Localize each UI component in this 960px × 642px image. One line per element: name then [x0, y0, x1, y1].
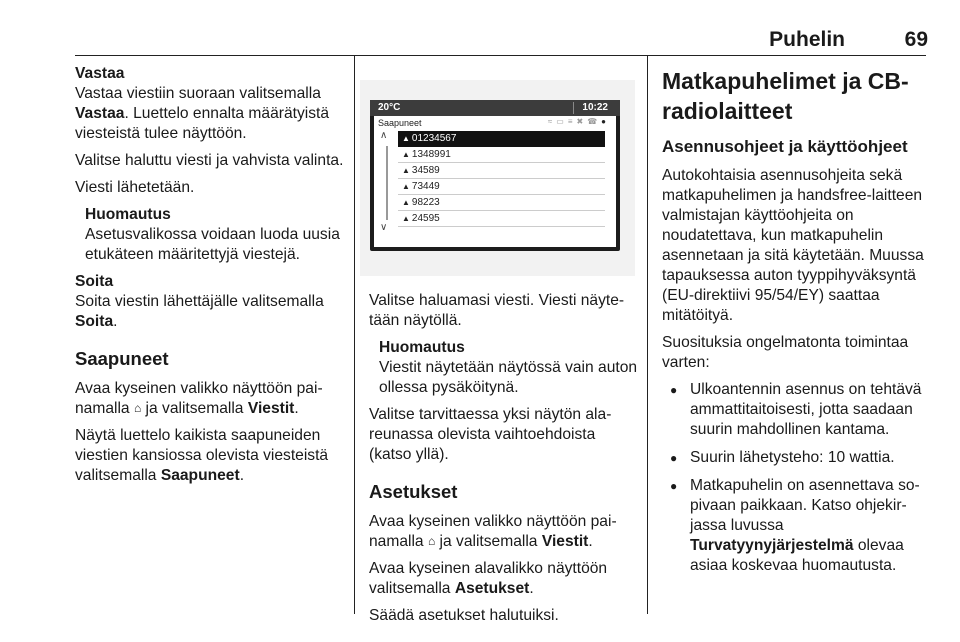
header-rule	[75, 55, 926, 56]
adjust-paragraph: Säädä asetukset halutuiksi.	[369, 607, 559, 624]
choose-paragraph: Valitse haluamasi viesti. Viesti näytetään näytöllä.	[369, 292, 625, 329]
note-heading-2: Huomautus	[379, 339, 465, 356]
contact-icon: ▲	[402, 150, 410, 159]
list-item: ● Matkapuhelin on asennettava sopivaan paikkaan. Katso ohjekirjassa luvussa Turvatyynyjärjestelmä olevaa asiaa koskevaa huomautusta.	[662, 476, 930, 576]
column-divider-1	[354, 56, 355, 614]
intro-paragraph: Autokohtaisia asennusohjeita sekä matkapuhelimen ja handsfree-laitteen valmistajan käyttöohjeita on noudatettava, kun matkapuhelin asennetaan ja sitä käytetään. Muussa tapauksessa auton tyyppihyväksyntä (EU-direktiivi 95/54/EY) saattaa mitätöityä.	[662, 167, 924, 324]
signal-icon: ≡	[567, 117, 577, 126]
clock: 10:22	[582, 102, 608, 113]
list-item[interactable]: ▲ 24595	[398, 211, 605, 227]
temperature: 20°C	[378, 102, 401, 113]
home-button-icon: ⌂	[427, 534, 436, 548]
column-2	[369, 291, 639, 633]
column-divider-2	[647, 56, 648, 614]
submenu-paragraph: Avaa kyseinen alavalikko näyttöön valitsemalla Asetukset.	[369, 560, 608, 597]
note-box	[85, 205, 345, 265]
vastaa-heading: Vastaa	[75, 65, 125, 82]
options-paragraph: Valitse tarvittaessa yksi näytön alareunassa olevista vaihtoehdoista (katso yllä).	[369, 406, 612, 463]
list-item[interactable]: ▲ 73449	[398, 179, 605, 195]
select-paragraph: Valitse haluttu viesti ja vahvista valinta.	[75, 152, 344, 169]
scrollbar[interactable]	[386, 146, 388, 220]
recommend-paragraph: Suosituksia ongelmatonta toimintaa varten:	[662, 334, 909, 371]
column-1	[75, 64, 345, 493]
display-screen	[370, 100, 620, 251]
bt-icon: ▭	[556, 117, 568, 126]
contact-icon: ▲	[402, 198, 410, 207]
list-item[interactable]: ▲ 34589	[398, 163, 605, 179]
column-3	[662, 64, 930, 584]
soita-heading: Soita	[75, 273, 114, 290]
list-item[interactable]: ▲ 01234567	[398, 131, 605, 147]
asetukset-heading: Asetukset	[369, 481, 458, 502]
section-subtitle: Asennusohjeet ja käyttöohjeet	[662, 137, 908, 156]
message-list	[398, 131, 605, 227]
infotainment-screen-figure	[360, 80, 635, 276]
chapter-title: Puhelin	[769, 28, 845, 51]
contact-icon: ▲	[402, 182, 410, 191]
contact-icon: ▲	[402, 166, 410, 175]
wifi-icon: ≈	[547, 117, 557, 126]
scroll-down-icon[interactable]: ∨	[380, 222, 388, 233]
inbox-title: Saapuneet	[378, 118, 422, 128]
saapuneet-paragraph: Avaa kyseinen valikko näyttöön painamalla ⌂ ja valitsemalla Viestit.	[75, 380, 323, 417]
saapuneet-heading: Saapuneet	[75, 348, 169, 369]
contact-icon: ▲	[402, 214, 410, 223]
list-item: ● Suurin lähetysteho: 10 wattia.	[662, 448, 930, 468]
page-header	[0, 0, 960, 56]
home-button-icon: ⌂	[133, 401, 142, 415]
inbox-panel	[374, 116, 616, 247]
note-heading: Huomautus	[85, 206, 171, 223]
list-paragraph: Näytä luettelo kaikista saapuneiden viestien kansiossa olevista viesteistä valitsemalla Saapuneet.	[75, 427, 329, 484]
mute-icon: ✖	[576, 117, 588, 126]
status-icons	[548, 117, 610, 126]
contact-icon: ▲	[402, 134, 410, 143]
vastaa-paragraph: Vastaa viestiin suoraan valitsemalla Vastaa. Luettelo ennalta määrätyistä viesteistä tulee näyttöön.	[75, 85, 330, 142]
phone-icon: ☎	[587, 117, 602, 126]
section-title: Matkapuhelimet ja CB-radiolaitteet	[662, 68, 909, 124]
sent-paragraph: Viesti lähetetään.	[75, 179, 195, 196]
asetukset-paragraph: Avaa kyseinen valikko näyttöön painamalla ⌂ ja valitsemalla Viestit.	[369, 513, 617, 550]
soita-paragraph: Soita viestin lähettäjälle valitsemalla Soita.	[75, 293, 324, 330]
note-box-2	[379, 338, 639, 398]
page-number: 69	[904, 28, 928, 51]
note-text-2: Viestit näytetään näytössä vain auton ollessa pysäköitynä.	[379, 359, 638, 396]
list-item[interactable]: ▲ 98223	[398, 195, 605, 211]
scroll-up-icon[interactable]: ∧	[380, 130, 388, 141]
status-bar	[370, 100, 620, 116]
recommend-list	[662, 380, 930, 576]
info-icon: ●	[601, 117, 610, 126]
list-item[interactable]: ▲ 1348991	[398, 147, 605, 163]
list-item: ● Ulkoantennin asennus on tehtävä ammattitaitoisesti, jotta saadaan suurin mahdollinen kantama.	[662, 380, 930, 440]
note-text: Asetusvalikossa voidaan luoda uusia etukäteen määritettyjä viestejä.	[85, 226, 340, 263]
